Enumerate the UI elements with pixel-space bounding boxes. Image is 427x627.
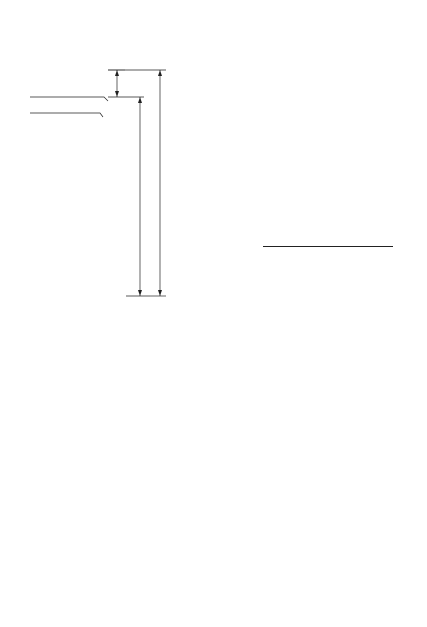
- arrow: [115, 70, 119, 76]
- arrow: [158, 70, 162, 76]
- stepped-rod-drawing: [0, 0, 205, 320]
- arrow: [158, 290, 162, 296]
- fraction-bar: [263, 246, 393, 247]
- formula-fraction: [263, 245, 393, 249]
- arrow: [115, 91, 119, 97]
- arrow: [138, 290, 142, 296]
- d2-leader-line: [30, 113, 103, 117]
- arrow: [138, 97, 142, 103]
- d1-leader-line: [30, 97, 108, 101]
